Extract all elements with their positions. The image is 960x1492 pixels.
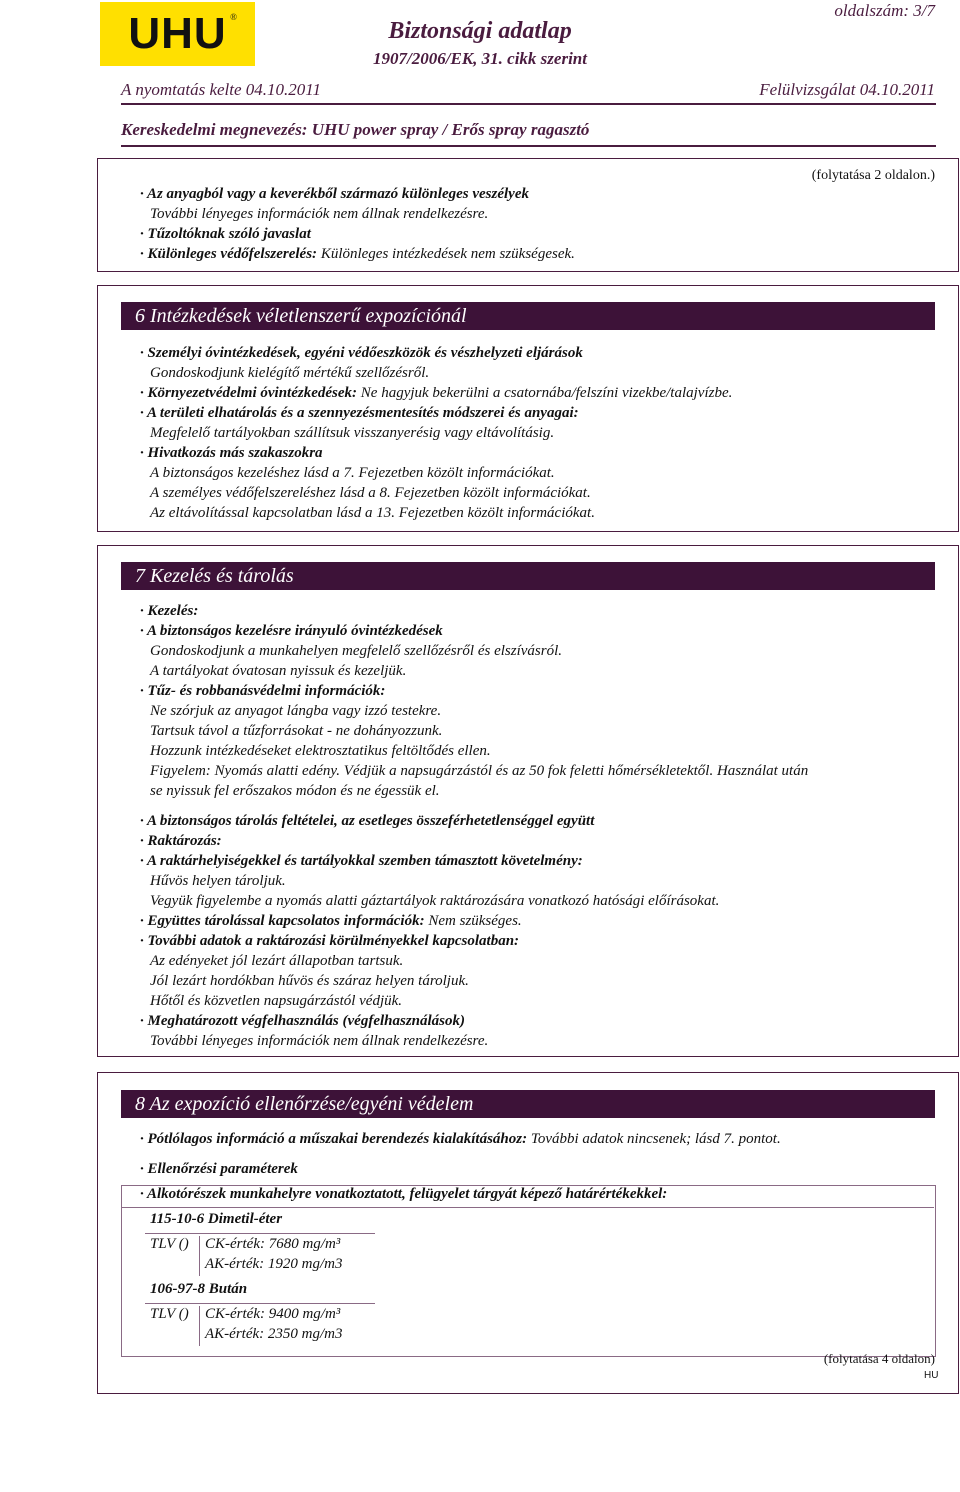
text-line xyxy=(140,1161,298,1178)
line-text: Tartsuk távol a tűzforrásokat - ne dohányozzunk. xyxy=(150,723,443,739)
line-label: · Tűz- és robbanásvédelmi információk: xyxy=(140,683,386,699)
text-line xyxy=(140,445,323,462)
document-subtitle: 1907/2006/EK, 31. cikk szerint xyxy=(373,49,587,68)
limit-value: CK-érték: 7680 mg/m³ xyxy=(205,1236,341,1252)
text-line xyxy=(150,893,719,910)
text-line xyxy=(150,993,402,1010)
text-line xyxy=(150,206,488,223)
line-label: · Együttes tárolással kapcsolatos információk: xyxy=(140,913,425,929)
registered-mark: ® xyxy=(230,12,237,22)
text-line xyxy=(140,623,443,640)
line-text: További adatok nincsenek; lásd 7. pontot. xyxy=(527,1131,781,1147)
line-label: · Raktározás: xyxy=(140,833,222,849)
substance-name: 106-97-8 Bután xyxy=(150,1281,248,1297)
line-text: Az edényeket jól lezárt állapotban tartsuk. xyxy=(150,953,404,969)
text-line xyxy=(150,703,441,720)
text-line xyxy=(140,853,583,870)
text-line xyxy=(140,1013,465,1030)
continued-to-note: (folytatása 4 oldalon) xyxy=(823,1351,935,1366)
line-label: · További adatok a raktározási körülményekkel kapcsolatban: xyxy=(140,933,520,949)
line-label: · A raktárhelyiségekkel és tartályokkal szemben támasztott követelmény: xyxy=(140,853,583,869)
limit-value: CK-érték: 9400 mg/m³ xyxy=(205,1306,341,1322)
substance-divider xyxy=(145,1303,375,1304)
text-line xyxy=(140,405,579,422)
text-line xyxy=(150,953,403,970)
text-line xyxy=(150,505,595,522)
section-7-title: 7 Kezelés és tárolás xyxy=(121,562,935,590)
text-line xyxy=(140,246,575,263)
line-text: Jól lezárt hordókban hűvös és száraz helyen tároljuk. xyxy=(150,973,469,989)
line-label: · A területi elhatárolás és a szennyezésmentesítés módszerei és anyagai: xyxy=(140,405,579,421)
limit-column-divider xyxy=(199,1236,200,1276)
text-line xyxy=(140,186,529,203)
continued-from-note: (folytatása 2 oldalon.) xyxy=(811,168,935,183)
line-text: Ne hagyjuk bekerülni a csatornába/felszíni vizekbe/talajvízbe. xyxy=(357,385,733,401)
text-line xyxy=(150,465,555,482)
limit-value: AK-érték: 2350 mg/m3 xyxy=(205,1326,343,1342)
line-label: · Személyi óvintézkedések, egyéni védőeszközök és vészhelyzeti eljárások xyxy=(140,345,583,361)
line-label: · Környezetvédelmi óvintézkedések: xyxy=(140,385,358,401)
line-label: · A biztonságos kezelésre irányuló óvintézkedések xyxy=(140,623,443,639)
line-label: · Ellenőrzési paraméterek xyxy=(140,1161,298,1177)
line-text: Különleges intézkedések nem szükségesek. xyxy=(317,246,575,262)
section-6-title: 6 Intézkedések véletlenszerű expozíciónál xyxy=(121,302,935,330)
text-line xyxy=(150,763,808,780)
text-line xyxy=(150,743,491,760)
line-label: · Különleges védőfelszerelés: xyxy=(140,246,318,262)
line-text: Az eltávolítással kapcsolatban lásd a 13. Fejezetben közölt információkat. xyxy=(150,505,595,521)
trade-name: Kereskedelmi megnevezés: UHU power spray / Erős spray ragasztó xyxy=(121,120,590,139)
line-text: Figyelem: Nyomás alatti edény. Védjük a napsugárzástól és az 50 fok feletti hőmérsékletektől. Használat után xyxy=(150,763,809,779)
text-line xyxy=(150,973,469,990)
limits-header: · Alkotórészek munkahelyre vonatkoztatott, felügyelet tárgyát képező határértékekkel: xyxy=(140,1186,668,1202)
line-text: A személyes védőfelszereléshez lásd a 8. Fejezetben közölt információkat. xyxy=(150,485,591,501)
substance-name: 115-10-6 Dimetil-éter xyxy=(150,1211,283,1227)
line-text: Vegyük figyelembe a nyomás alatti gáztartályok raktározására vonatkozó hatósági előírásokat. xyxy=(150,893,720,909)
limit-type: TLV () xyxy=(150,1306,189,1322)
logo-text: UHU xyxy=(128,9,227,58)
text-line xyxy=(150,783,440,800)
header-divider xyxy=(121,103,936,105)
line-text: Nem szükséges. xyxy=(424,913,522,929)
line-label: · Kezelés: xyxy=(140,603,199,619)
text-line xyxy=(150,723,442,740)
text-line xyxy=(140,833,222,850)
text-line xyxy=(150,425,554,442)
text-line xyxy=(150,485,591,502)
line-label: · Pótlólagos információ a műszakai berendezés kialakításához: xyxy=(140,1131,528,1147)
text-line xyxy=(140,933,519,950)
revision-date: Felülvizsgálat 04.10.2011 xyxy=(759,80,935,99)
line-label: · Az anyagból vagy a keverékből származó különleges veszélyek xyxy=(140,186,529,202)
limit-type: TLV () xyxy=(150,1236,189,1252)
line-label: · Hivatkozás más szakaszokra xyxy=(140,445,323,461)
text-line xyxy=(140,603,198,620)
text-line xyxy=(140,913,522,930)
text-line xyxy=(150,643,562,660)
line-text: További lényeges információk nem állnak rendelkezésre. xyxy=(150,1033,489,1049)
text-line xyxy=(140,226,311,243)
text-line xyxy=(140,345,583,362)
substance-divider xyxy=(145,1233,375,1234)
line-text: Hűvös helyen tároljuk. xyxy=(150,873,286,889)
document-title: Biztonsági adatlap xyxy=(388,18,572,44)
text-line xyxy=(140,813,594,830)
line-text: További lényeges információk nem állnak rendelkezésre. xyxy=(150,206,489,222)
line-text: A biztonságos kezeléshez lásd a 7. Fejezetben közölt információkat. xyxy=(150,465,555,481)
line-text: Megfelelő tartályokban szállítsuk visszanyerésig vagy eltávolításig. xyxy=(150,425,555,441)
line-label: · Meghatározott végfelhasználás (végfelhasználások) xyxy=(140,1013,466,1029)
text-line xyxy=(150,1033,488,1050)
text-line xyxy=(150,365,429,382)
line-text: Ne szórjuk az anyagot lángba vagy izzó testekre. xyxy=(150,703,442,719)
limit-value: AK-érték: 1920 mg/m3 xyxy=(205,1256,343,1272)
page-number: oldalszám: 3/7 xyxy=(834,1,935,20)
line-label: · A biztonságos tárolás feltételei, az esetleges összeférhetetlenséggel együtt xyxy=(140,813,595,829)
line-label: · Tűzoltóknak szóló javaslat xyxy=(140,226,311,242)
text-line xyxy=(140,1131,781,1148)
text-line xyxy=(150,873,286,890)
text-line xyxy=(140,683,385,700)
print-date: A nyomtatás kelte 04.10.2011 xyxy=(121,80,322,99)
limit-column-divider xyxy=(199,1306,200,1346)
line-text: se nyissuk fel erőszakos módon és ne égessük el. xyxy=(150,783,440,799)
line-text: Hozzunk intézkedéseket elektrosztatikus feltöltődés ellen. xyxy=(150,743,491,759)
section-8-title: 8 Az expozíció ellenőrzése/egyéni védelem xyxy=(121,1090,935,1118)
text-line xyxy=(150,663,406,680)
limits-header-divider xyxy=(121,1207,934,1208)
line-text: Gondoskodjunk kielégítő mértékű szellőzésről. xyxy=(150,365,430,381)
country-code: HU xyxy=(924,1370,939,1381)
text-line xyxy=(140,385,732,402)
line-text: Hőtől és közvetlen napsugárzástól védjük. xyxy=(150,993,403,1009)
trade-name-divider xyxy=(121,145,936,147)
line-text: A tartályokat óvatosan nyissuk és kezeljük. xyxy=(150,663,407,679)
line-text: Gondoskodjunk a munkahelyen megfelelő szellőzésről és elszívásról. xyxy=(150,643,563,659)
